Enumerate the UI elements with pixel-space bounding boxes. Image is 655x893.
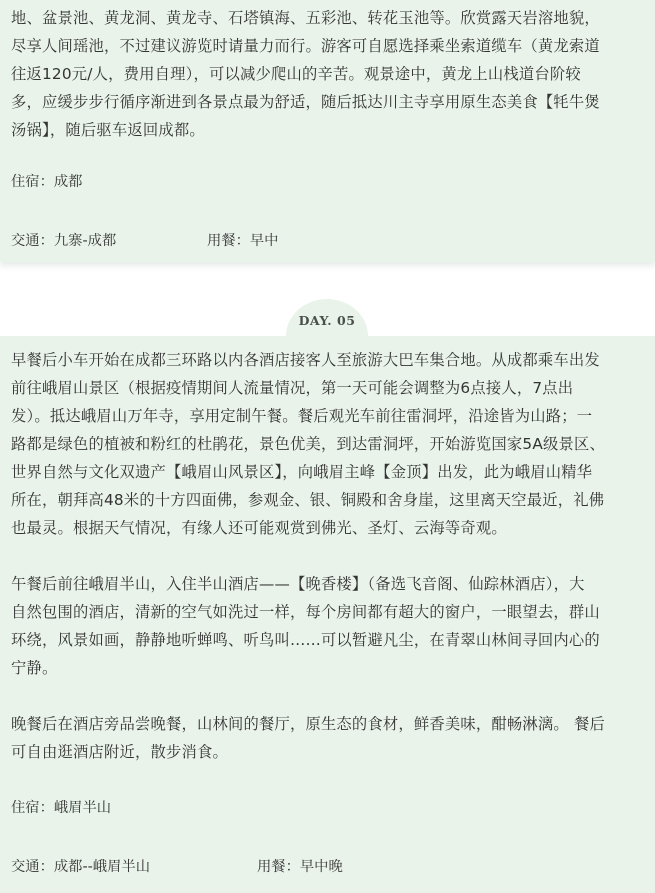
day4-transport: 交通：九寨-成都 xyxy=(11,233,117,249)
day5-transport: 交通：成都--峨眉半山 xyxy=(11,859,150,875)
day5-meals: 用餐：早中晚 xyxy=(257,859,343,875)
day5-dinner-text: 晚餐后在酒店旁品尝晚餐，山林间的餐厅，原生态的食材，鲜香美味，酣畅淋漓。 餐后 可自由逛酒店附近，散步消食。 xyxy=(11,715,605,761)
day-label: DAY. 05 xyxy=(298,313,356,328)
day5-hotel-text: 午餐后前往峨眉半山，入住半山酒店——【晚香楼】（备选飞音阁、仙踪林酒店），大 自然包围的酒店，清新的空气如洗过一样，每个房间都有超大的窗户，一眼望去，群山 环绕，风景如画，静静地听蝉鸣、听鸟叫……可以暂避凡尘，在青翠山林间寻回内心的 宁静。 xyxy=(11,575,600,677)
day4-accommodation: 住宿：成都 xyxy=(11,174,83,190)
day4-itinerary-text: 地、盆景池、黄龙洞、黄龙寺、石塔镇海、五彩池、转花玉池等。欣赏露天岩溶地貌， 尽享人间瑶池，不过建议游览时请量力而行。游客可自愿选择乘坐索道缆车（黄龙索道 往返120元/人，费用自理），可以减少爬山的辛苦。观景途中，黄龙上山栈道台阶较 多，应缓步步行循序渐进到各景点最为舒适，随后抵达川主寺享用原生态美食【牦牛煲 汤锅】，随后驱车返回成都。 xyxy=(11,9,600,139)
day5-itinerary-text: 早餐后小车开始在成都三环路以内各酒店接客人至旅游大巴车集合地。从成都乘车出发 前往峨眉山景区（根据疫情期间人流量情况，第一天可能会调整为6点接人，7点出 发）。抵达峨眉山万年寺，享用定制午餐。餐后观光车前往雷洞坪，沿途皆为山路；一 路都是绿色的植被和粉红的杜鹃花，景色优美，到达雷洞坪，开始游览国家5A级景区、 世界自然与文化双遗产【峨眉山风景区】，向峨眉主峰【金顶】出发，此为峨眉山精华 所在，朝拜高48米的十方四面佛，参观金、银、铜殿和舍身崖，这里离天空最近，礼佛 也最灵。根据天气情况，有缘人还可能观赏到佛光、圣灯、云海等奇观。 xyxy=(11,351,605,537)
day4-meals: 用餐：早中 xyxy=(207,233,279,249)
day5-accommodation: 住宿：峨眉半山 xyxy=(11,800,112,816)
